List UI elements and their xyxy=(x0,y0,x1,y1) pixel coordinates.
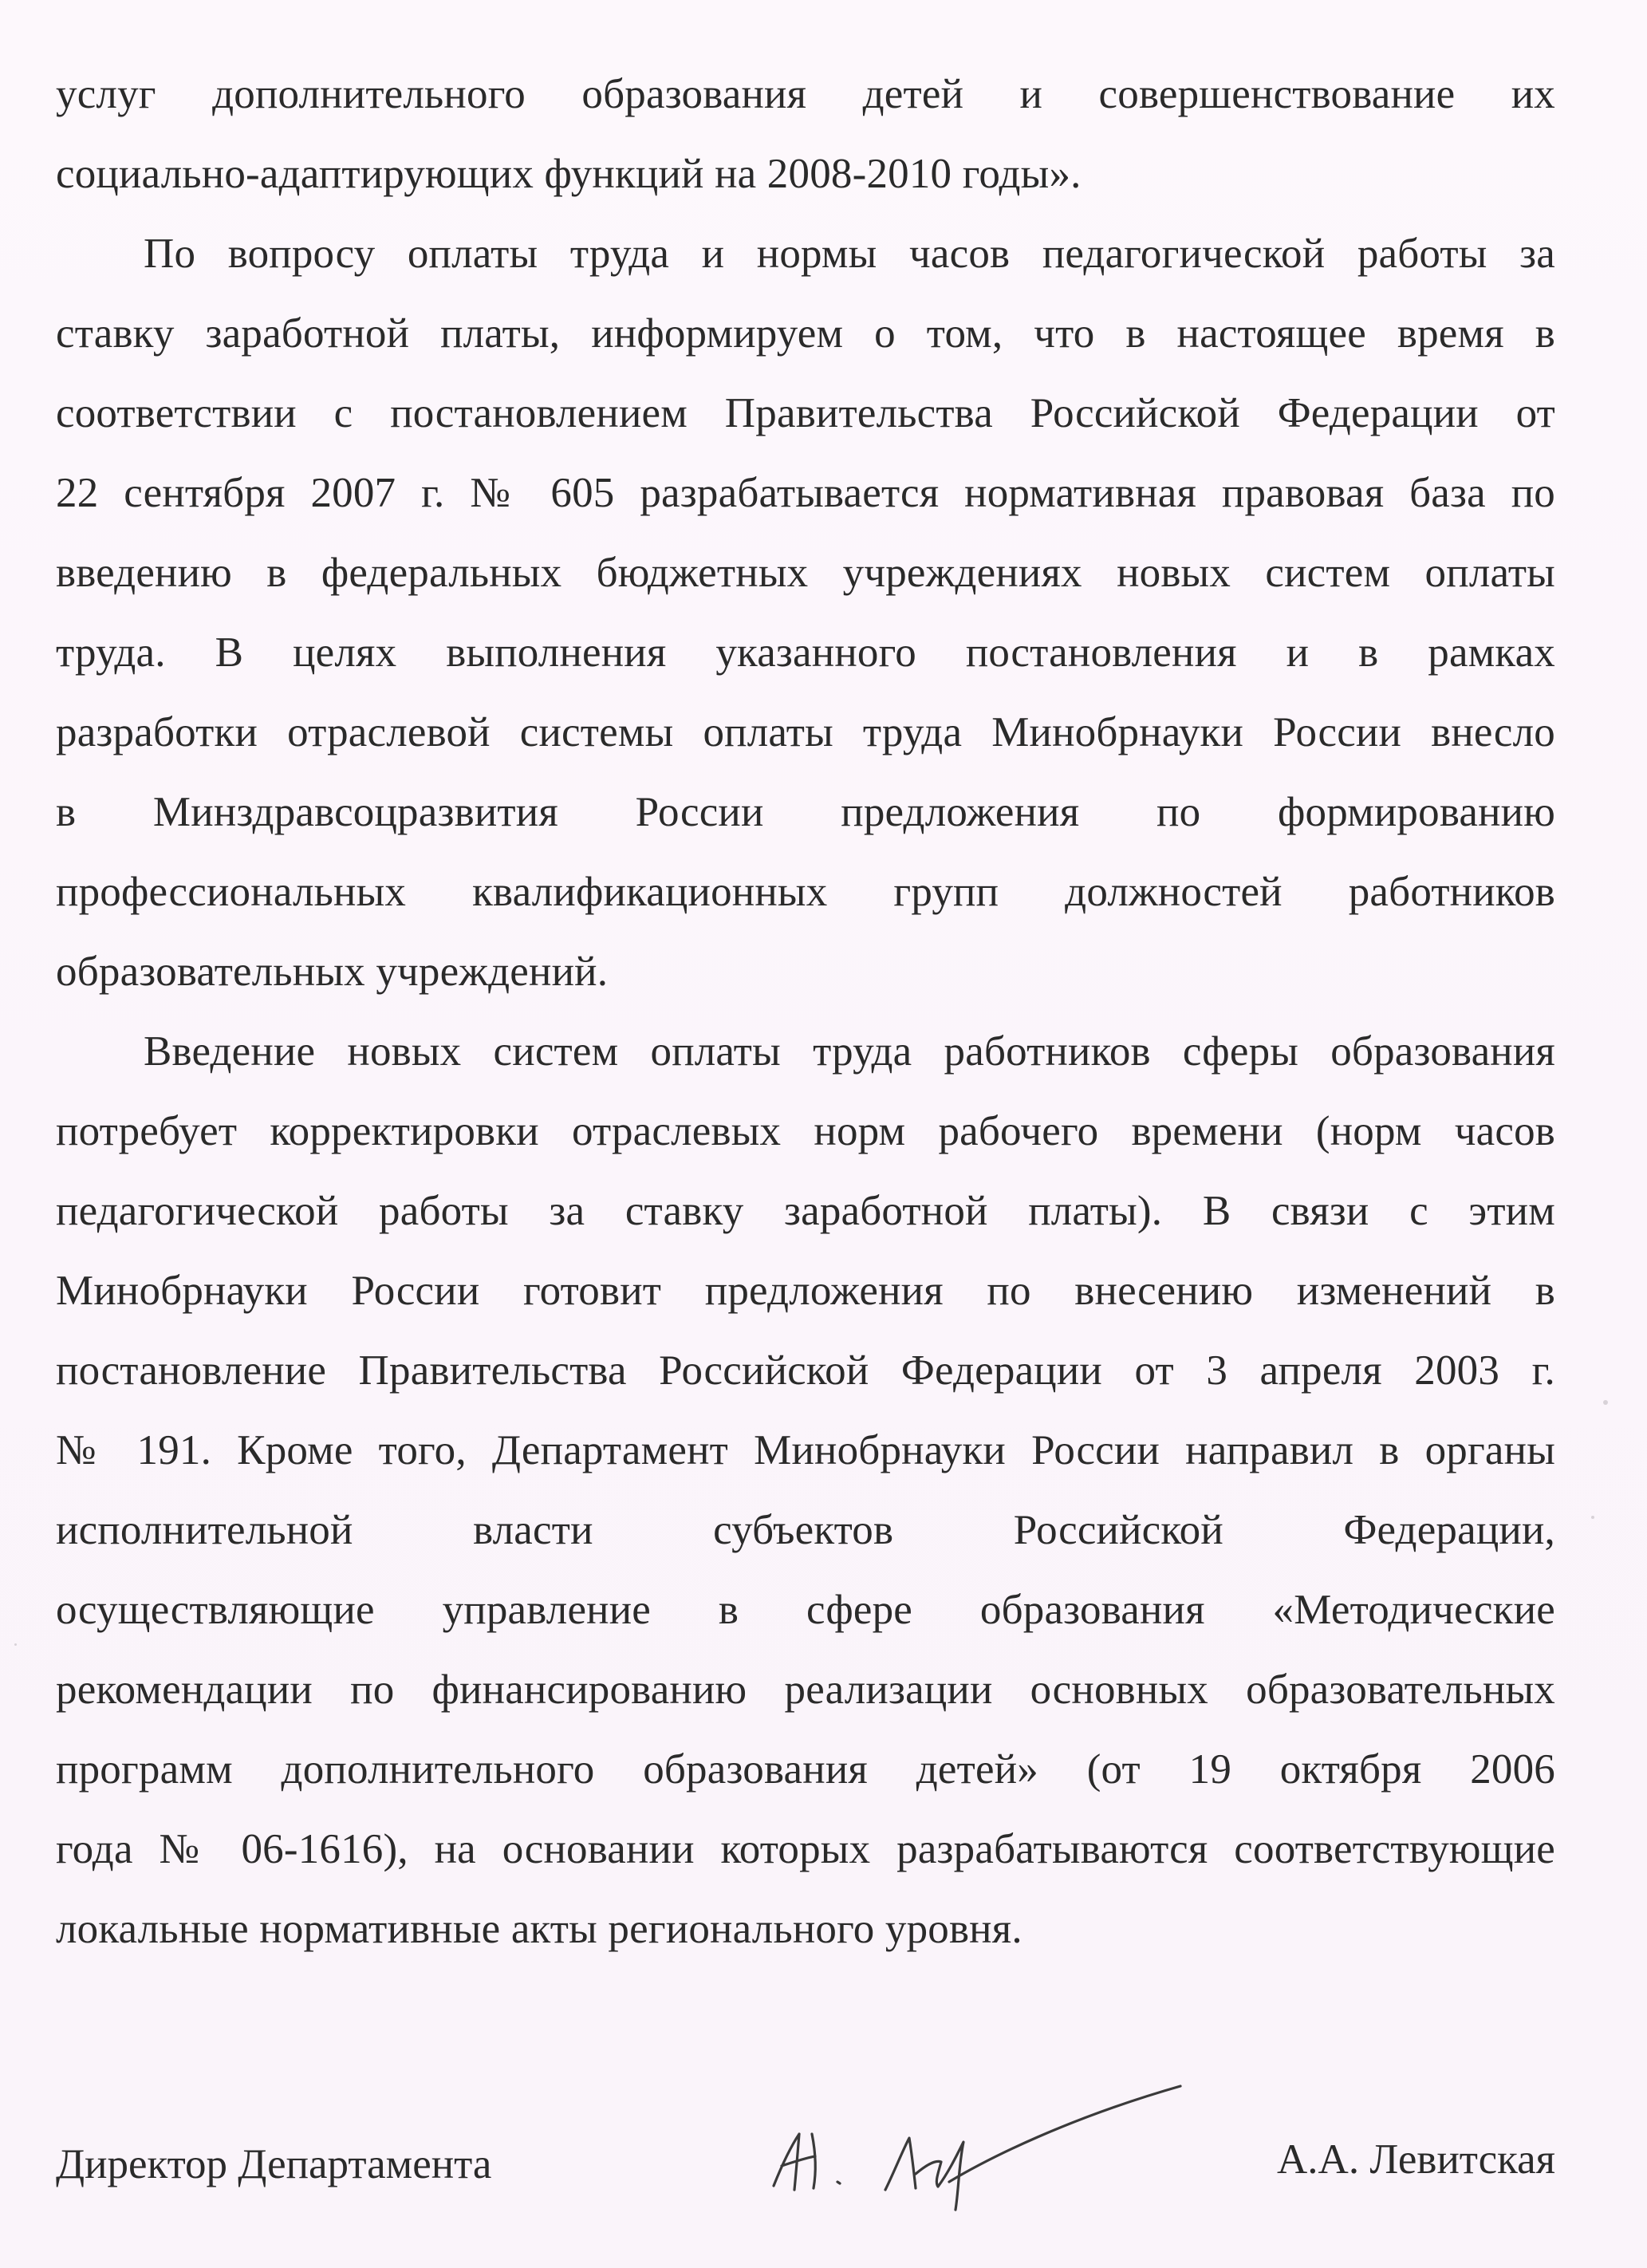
body-line: года № 06-1616), на основании которых разрабатываются соответствующие xyxy=(56,1826,1555,1872)
body-line: Введение новых систем оплаты труда работников сферы образования xyxy=(144,1028,1555,1075)
body-line: образовательных учреждений. xyxy=(56,949,609,995)
body-line: ставку заработной платы, информируем о том, что в настоящее время в xyxy=(56,310,1555,357)
signature-block xyxy=(56,2126,1555,2222)
scan-speck xyxy=(1603,1400,1608,1405)
body-line: потребует корректировки отраслевых норм рабочего времени (норм часов xyxy=(56,1108,1555,1154)
letter-body xyxy=(56,54,1555,1969)
body-line: профессиональных квалификационных групп должностей работников xyxy=(56,869,1555,915)
signatory-name: А.А. Левитская xyxy=(1277,2136,1555,2183)
body-line: локальные нормативные акты регионального уровня. xyxy=(56,1906,1022,1952)
body-line: постановление Правительства Российской Федерации от 3 апреля 2003 г. xyxy=(56,1347,1555,1394)
body-line: введению в федеральных бюджетных учреждениях новых систем оплаты xyxy=(56,550,1555,596)
body-line: в Минздравсоцразвития России предложения по формированию xyxy=(56,789,1555,835)
body-line: Минобрнауки России готовит предложения по внесению изменений в xyxy=(56,1268,1555,1314)
body-line: педагогической работы за ставку заработной платы). В связи с этим xyxy=(56,1188,1555,1234)
body-line: рекомендации по финансированию реализации основных образовательных xyxy=(56,1666,1555,1713)
body-line: 22 сентября 2007 г. № 605 разрабатывается нормативная правовая база по xyxy=(56,470,1555,516)
body-line: соответствии с постановлением Правительства Российской Федерации от xyxy=(56,390,1555,436)
body-line: осуществляющие управление в сфере образования «Методические xyxy=(56,1587,1555,1633)
scan-speck xyxy=(14,1643,17,1646)
scan-speck xyxy=(1591,1516,1594,1519)
body-line: услуг дополнительного образования детей и совершенствование их xyxy=(56,71,1555,117)
body-line: разработки отраслевой системы оплаты труда Минобрнауки России внесло xyxy=(56,709,1555,755)
signatory-title: Директор Департамента xyxy=(56,2141,492,2187)
body-line: исполнительной власти субъектов Российской Федерации, xyxy=(56,1507,1555,1553)
body-line: № 191. Кроме того, Департамент Минобрнауки России направил в органы xyxy=(56,1427,1555,1473)
body-line: труда. В целях выполнения указанного постановления и в рамках xyxy=(56,629,1555,676)
body-line: социально-адаптирующих функций на 2008-2010 годы». xyxy=(56,151,1082,197)
body-line: программ дополнительного образования детей» (от 19 октября 2006 xyxy=(56,1746,1555,1793)
body-line: По вопросу оплаты труда и нормы часов педагогической работы за xyxy=(144,231,1555,277)
handwritten-signature xyxy=(750,2054,1196,2214)
